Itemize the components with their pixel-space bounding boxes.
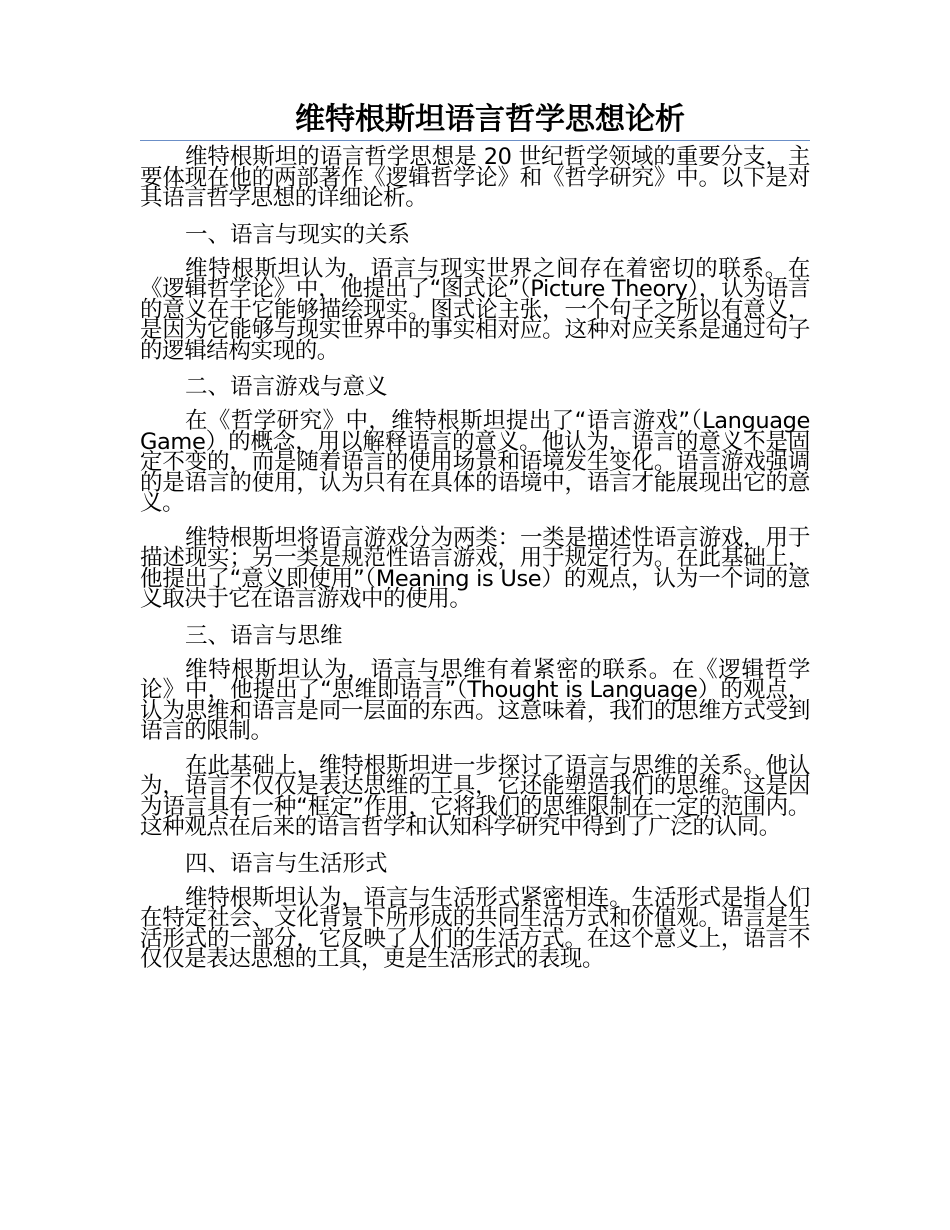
title-underline xyxy=(140,140,810,141)
paragraph-language-game-1: 在《哲学研究》中，维特根斯坦提出了“语言游戏”（Language Game）的概念，用以解释语言的意义。他认为，语言的意义不是固定不变的，而是随着语言的使用场景和语境发生变化。语言游戏强调的是语言的使用，认为只有在具体的语境中，语言才能展现出它的意义。 xyxy=(140,408,810,516)
paragraph-language-game-2: 维特根斯坦将语言游戏分为两类：一类是描述性语言游戏，用于描述现实；另一类是规范性语言游戏，用于规定行为。在此基础上，他提出了“意义即使用”（Meaning is Use）的观点，认为一个词的意义取决于它在语言游戏中的使用。 xyxy=(140,524,810,612)
section-heading-reality: 一、语言与现实的关系 xyxy=(185,221,411,248)
section-heading-language-game: 二、语言游戏与意义 xyxy=(185,374,388,400)
document-page xyxy=(140,100,810,984)
section-heading-life-form: 四、语言与生活形式 xyxy=(185,850,388,877)
section-heading-thought: 三、语言与思维 xyxy=(185,622,343,649)
document-title: 维特根斯坦语言哲学思想论析 xyxy=(295,102,685,137)
paragraph-thought-2: 在此基础上，维特根斯坦进一步探讨了语言与思维的关系。他认为，语言不仅仅是表达思维的工具，它还能塑造我们的思维。这是因为语言具有一种“框定”作用，它将我们的思维限制在一定的范围内。这种观点在后来的语言哲学和认知科学研究中得到了广泛的认同。 xyxy=(140,752,810,840)
paragraph-life-form: 维特根斯坦认为，语言与生活形式紧密相连。生活形式是指人们在特定社会、文化背景下所形成的共同生活方式和价值观。语言是生活形式的一部分，它反映了人们的生活方式。在这个意义上，语言不仅仅是表达思想的工具，更是生活形式的表现。 xyxy=(140,884,810,972)
intro-paragraph: 维特根斯坦的语言哲学思想是 20 世纪哲学领域的重要分支，主要体现在他的两部著作《逻辑哲学论》和《哲学研究》中。以下是对其语言哲学思想的详细论析。 xyxy=(140,144,810,211)
paragraph-thought-1: 维特根斯坦认为，语言与思维有着紧密的联系。在《逻辑哲学论》中，他提出了“思维即语言”（Thought is Language）的观点，认为思维和语言是同一层面的东西。这意味着，我们的思维方式受到语言的限制。 xyxy=(140,656,810,744)
paragraph-reality: 维特根斯坦认为，语言与现实世界之间存在着密切的联系。在《逻辑哲学论》中，他提出了“图式论”（Picture Theory），认为语言的意义在于它能够描绘现实。图式论主张，一个句子之所以有意义，是因为它能够与现实世界中的事实相对应。这种对应关系是通过句子的逻辑结构实现的。 xyxy=(140,255,810,364)
